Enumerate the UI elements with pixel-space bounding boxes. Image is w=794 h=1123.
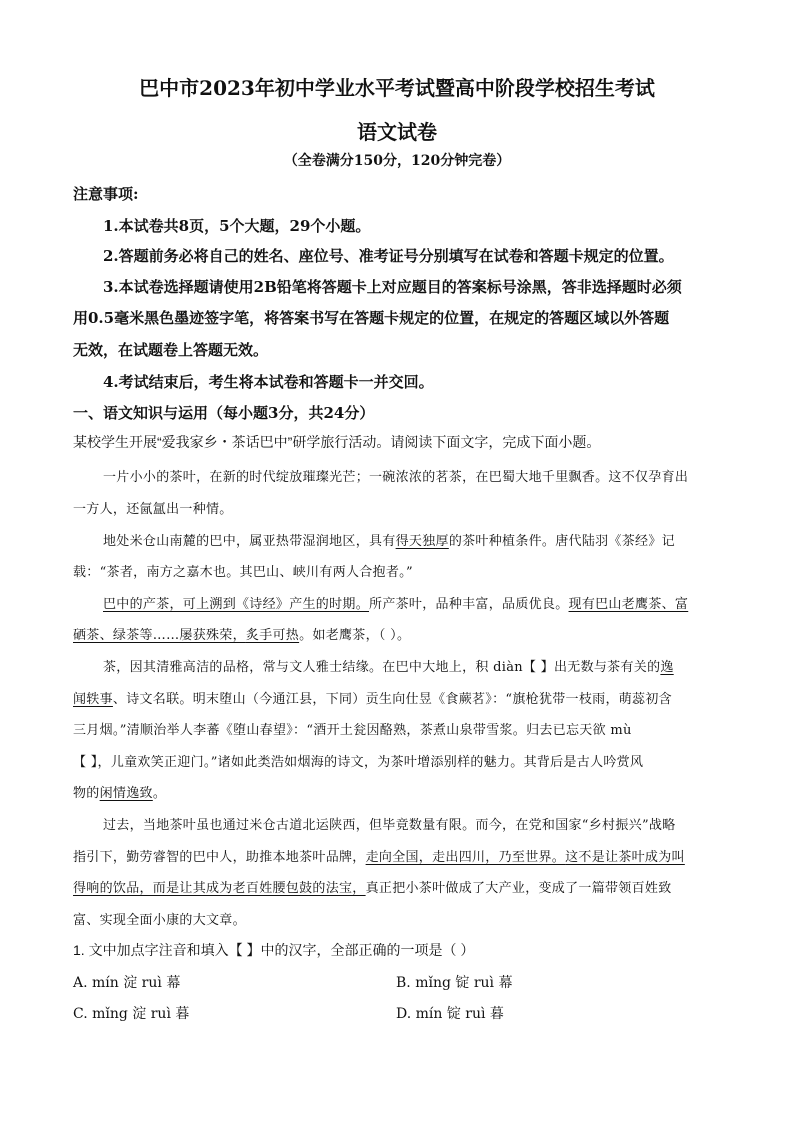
passage-p1-line-1: 一片小小的茶叶，在新的时代绽放璀璨光芒；一碗浓浓的茗茶，在巴蜀大地千里飘香。这不仅孕育出 xyxy=(103,470,689,485)
underlined-phrase: 闲情逸致 xyxy=(99,786,153,801)
question-1-option-a[interactable]: A. mín 淀 ruì 幕 xyxy=(73,975,181,991)
passage-p1-line-2: 一方人，还氤氲出一种情。 xyxy=(73,502,233,517)
text-run: 的茶叶种植条件。唐代陆羽《茶经》记 xyxy=(448,534,675,549)
score-note: （全卷满分150分，120分钟完卷） xyxy=(283,153,511,169)
passage-p4-line-1 xyxy=(103,656,674,675)
passage-p4-line-2 xyxy=(73,688,672,707)
passage-p5-line-2 xyxy=(73,846,685,865)
question-1-option-c[interactable]: C. mǐng 淀 ruì 暮 xyxy=(73,1006,190,1022)
text-run: 所产茶叶，品种丰富，品质优良。 xyxy=(369,597,569,612)
passage-p4-line-5 xyxy=(73,782,166,801)
notice-item-2: 2.答题前务必将自己的姓名、座位号、准考证号分别填写在试卷和答题卡规定的位置。 xyxy=(103,247,674,265)
question-1-option-d[interactable]: D. mín 锭 ruì 暮 xyxy=(396,1006,504,1022)
passage-p4-line-3: 三月烟。”清顺治举人李蕃《堕山春望》：“酒开土瓮因酪熟，茶煮山泉带雪浆。归去已忘天欲 mù xyxy=(73,723,632,738)
section-1-intro: 某校学生开展“爱我家乡・茶话巴中”研学旅行活动。请阅读下面文字，完成下面小题。 xyxy=(73,434,601,450)
passage-p3-line-1 xyxy=(103,593,688,612)
passage-p2-line-1 xyxy=(103,530,675,549)
passage-p4-line-4: 【 】，儿童欢笑正迎门。”诸如此类浩如烟海的诗文，为茶叶增添别样的魅力。其背后是古人吟赏风 xyxy=(73,755,644,770)
paper-subtitle: 语文试卷 xyxy=(357,120,437,144)
text-run: 真正把小茶叶做成了大产业，变成了一篇带领百姓致 xyxy=(365,881,672,896)
notice-heading: 注意事项: xyxy=(73,185,139,203)
underlined-sentence: 巴中的产茶，可上溯到《诗经》产生的时期。 xyxy=(103,597,370,612)
section-1-heading: 一、语文知识与运用（每小题3分，共24分） xyxy=(73,404,375,422)
notice-item-3-line-2: 用0.5毫米黑色墨迹签字笔，将答案书写在答题卡规定的位置，在规定的答题区域以外答题 xyxy=(73,309,670,327)
underlined-phrase: 逸 xyxy=(660,660,674,675)
text-run: 地处米仓山南麓的巴中，属亚热带湿润地区，具有 xyxy=(103,534,396,549)
notice-item-1: 1.本试卷共8页，5个大题，29个小题。 xyxy=(103,217,371,235)
notice-item-3-line-1: 3.本试卷选择题请使用2B铅笔将答题卡上对应题目的答案标号涂黑，答非选择题时必须 xyxy=(103,278,682,296)
underlined-sentence: 走向全国，走出四川，乃至世界。 xyxy=(365,850,566,865)
text-run: 茶，因其清雅高洁的品格，常与文人雅士结缘。在巴中大地上，积 diàn【 】出无数与茶有关的 xyxy=(103,660,661,675)
underlined-phrase: 炙手可热 xyxy=(245,628,300,643)
notice-item-4: 4.考试结束后，考生将本试卷和答题卡一并交回。 xyxy=(103,373,434,391)
exam-title: 巴中市2023年初中学业水平考试暨高中阶段学校招生考试 xyxy=(139,76,655,100)
passage-p5-line-3 xyxy=(73,877,672,896)
underlined-sentence: 得响的饮品，而是让其成为老百姓腰包鼓的法宝， xyxy=(73,881,366,896)
underlined-sentence: 现有巴山老鹰茶、富 xyxy=(568,597,689,612)
text-run: 、诗文名联。明末堕山（今通江县，下同）贡生向仕昱《食蕨茗》：“旗枪犹带一枝雨，萌蕊初含 xyxy=(112,692,672,707)
underlined-sentence: 这不是让茶叶成为叫 xyxy=(565,850,685,865)
underlined-phrase: 闻轶事 xyxy=(73,692,113,707)
text-run: 。如老鹰茶，（ ）。 xyxy=(299,628,411,643)
underlined-phrase: 得天独厚 xyxy=(395,534,449,549)
text-run: 指引下，勤劳睿智的巴中人，助推本地茶叶品牌， xyxy=(73,850,366,865)
text-run: 物的 xyxy=(73,786,100,801)
passage-p5-line-4: 富、实现全面小康的大文章。 xyxy=(73,913,246,928)
question-1-option-b[interactable]: B. mǐng 锭 ruì 幕 xyxy=(396,975,513,991)
notice-item-3-line-3: 无效，在试题卷上答题无效。 xyxy=(73,341,269,359)
passage-p3-line-2 xyxy=(73,624,410,643)
passage-p5-line-1: 过去，当地茶叶虽也通过米仓古道北运陕西，但毕竟数量有限。而今，在党和国家“乡村振兴”战略 xyxy=(103,818,676,833)
passage-p2-line-2: 载：“茶者，南方之嘉木也。其巴山、峡川有两人合抱者。” xyxy=(73,565,413,580)
underlined-sentence: 硒茶、绿茶等……屡获殊荣， xyxy=(73,628,246,643)
question-1-stem: 1. 文中加点字注音和填入【 】中的汉字，全部正确的一项是（ ） xyxy=(73,942,475,958)
text-run: 。 xyxy=(152,786,167,801)
